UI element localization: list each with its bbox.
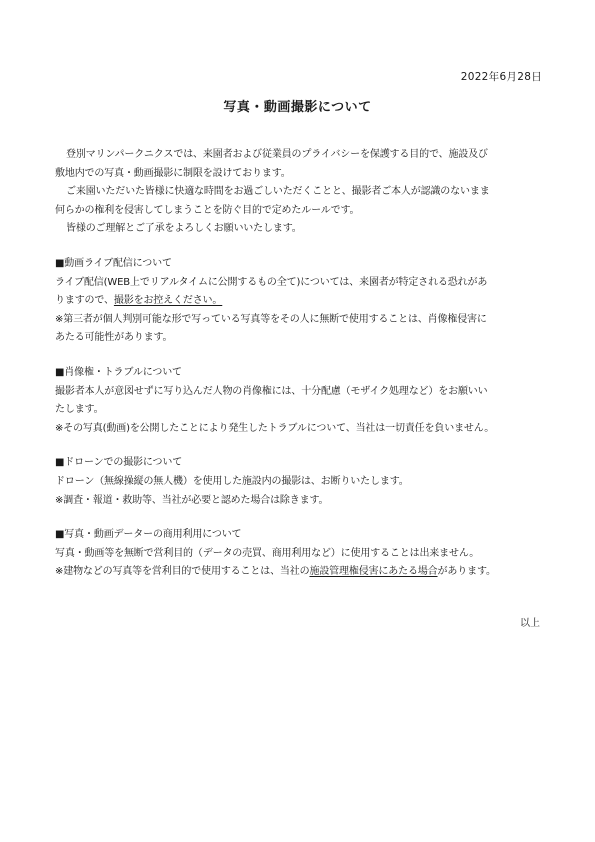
section-heading: ■ドローンでの撮影について (55, 457, 183, 469)
section-line: 写真・動画等を無断で営利目的（データの売買、商用利用など）に使用することは出来ません。 (55, 547, 480, 559)
section-line: たします。 (55, 404, 104, 416)
section-heading: ■肖像権・トラブルについて (55, 366, 182, 378)
section-heading: ■写真・動画データーの商用利用について (55, 529, 242, 541)
section-line: あたる可能性があります。 (55, 332, 173, 344)
section-text: があります。 (437, 566, 496, 578)
section-line: ※調査・報道・救助等、当社が必要と認めた場合は除きます。 (55, 494, 329, 506)
intro-paragraph-line: 敷地内での写真・動画撮影に制限を設けております。 (55, 167, 291, 179)
closing-remark: 以上 (520, 618, 540, 629)
section-line: ※その写真(動画)を公開したことにより発生したトラブルについて、当社は一切責任を負いません。 (55, 422, 495, 434)
section-line: 撮影者本人が意図せずに写り込んだ人物の肖像権には、十分配慮（モザイク処理など）をお願いい (55, 385, 488, 397)
section-commercial-use (55, 526, 545, 582)
section-text: りますので、 (55, 295, 114, 307)
section-drone (55, 454, 545, 510)
section-live-streaming (55, 255, 545, 348)
section-line: ※第三者が個人判別可能な形で写っている写真等をその人に無断で使用することは、肖像権侵害に (55, 313, 487, 325)
section-heading: ■動画ライブ配信について (55, 257, 172, 269)
section-line: ドローン（無線操縦の無人機）を使用した施設内の撮影は、お断りいたします。 (55, 475, 409, 487)
document-body (55, 146, 545, 582)
intro-paragraph-line: ご来園いただいた皆様に快適な時間をお過ごしいただくことと、撮影者ご本人が認識のないまま (66, 186, 490, 198)
page-title: 写真・動画撮影について (223, 100, 372, 115)
document-date: 2022年6月28日 (460, 71, 542, 83)
underlined-notice: 撮影をお控えください。 (113, 295, 223, 307)
section-text: ※建物などの写真等を営利目的で使用することは、当社の (55, 566, 310, 578)
intro-paragraph-line: 皆様のご理解とご了承をよろしくお願いいたします。 (66, 223, 302, 235)
intro-paragraph-line: 何らかの権利を侵害してしまうことを防ぐ目的で定めたルールです。 (55, 204, 360, 216)
section-line (55, 563, 545, 582)
section-line: ライブ配信(WEB上でリアルタイムに公開するもの全て)については、来園者が特定される恐れがあ (55, 276, 488, 288)
section-portrait-rights (55, 364, 545, 438)
section-line (55, 292, 545, 311)
intro-section (55, 146, 545, 239)
underlined-notice: 施設管理権侵害にあたる場合 (309, 566, 438, 578)
intro-paragraph-line: 登別マリンパークニクスでは、来園者および従業員のプライバシーを保護する目的で、施設及び (66, 149, 488, 160)
